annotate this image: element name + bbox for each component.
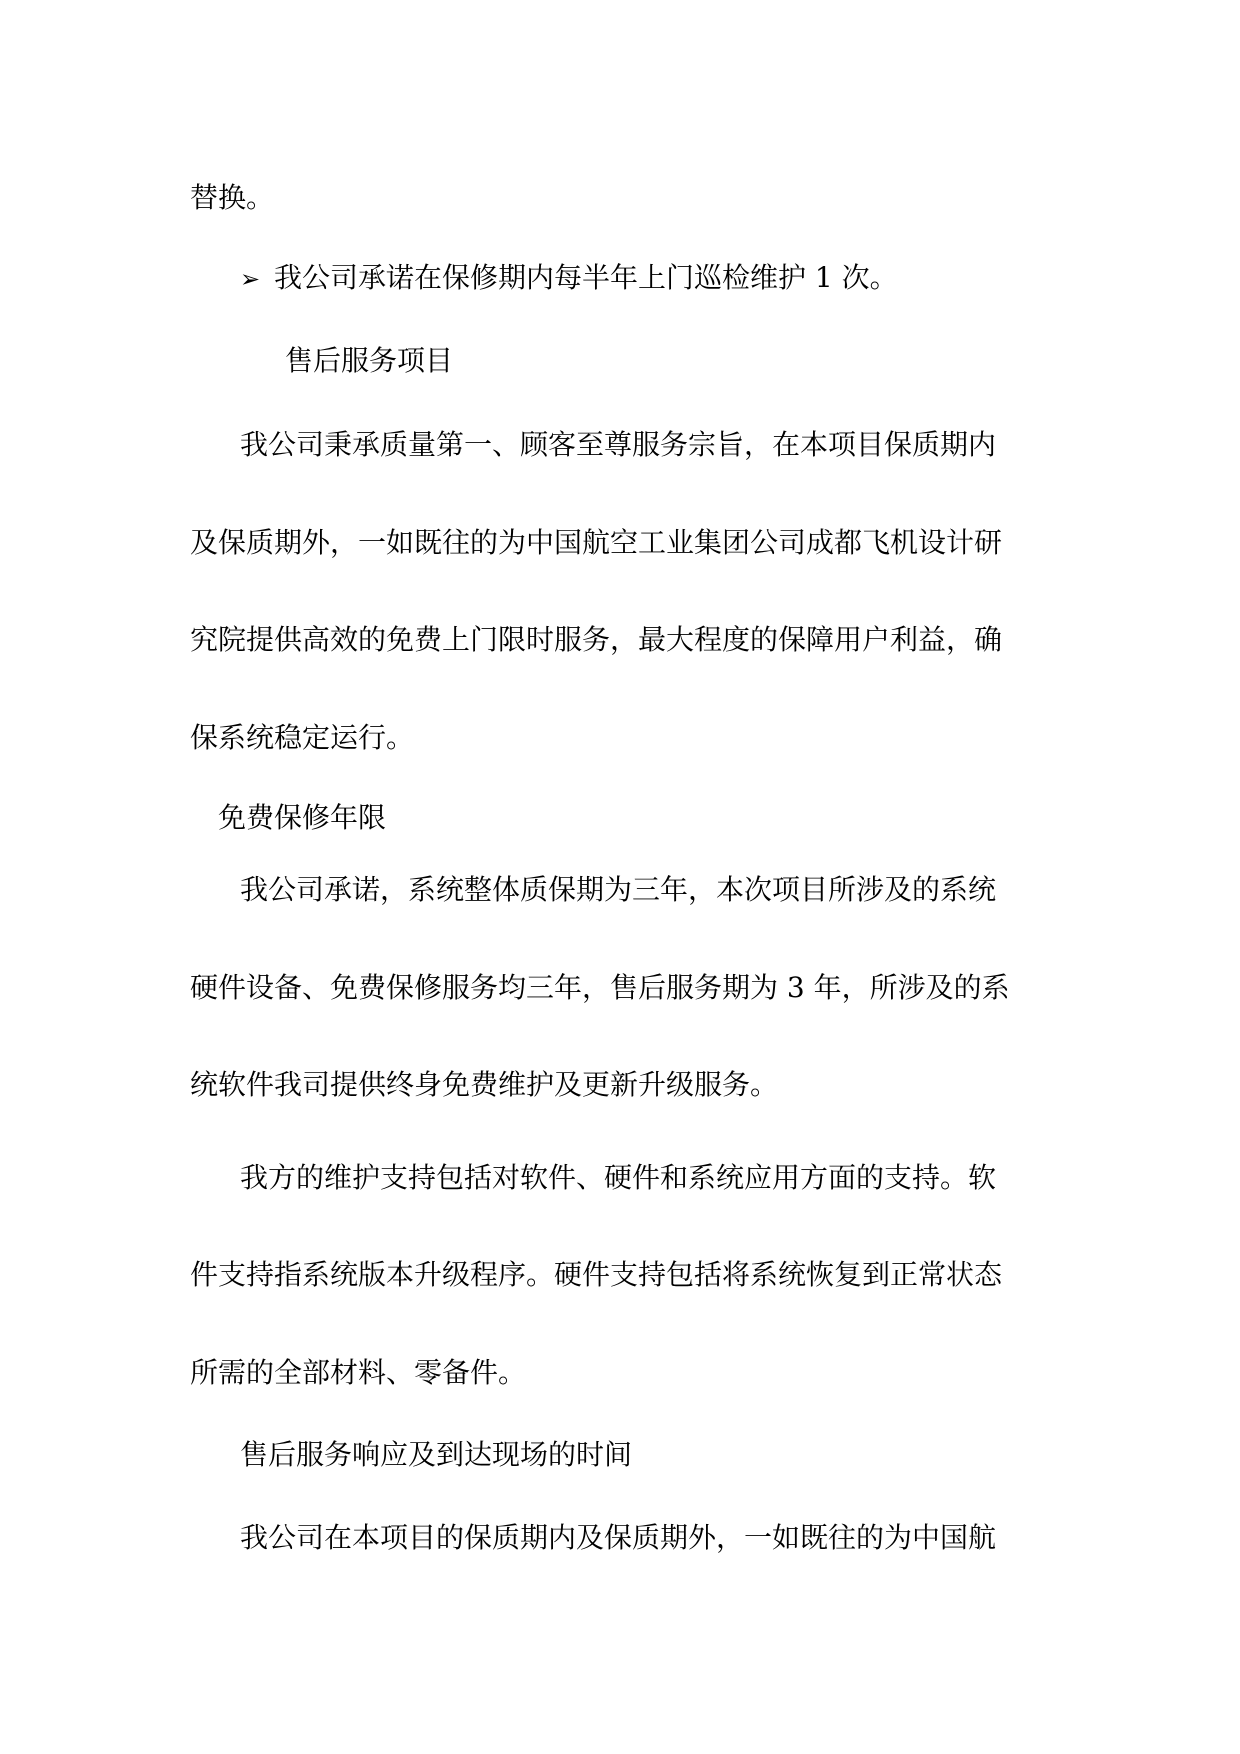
paragraph-line: 我方的维护支持包括对软件、硬件和系统应用方面的支持。软 xyxy=(240,1161,997,1194)
text-line: 替换。 xyxy=(190,181,275,214)
paragraph-line: 我公司秉承质量第一、顾客至尊服务宗旨，在本项目保质期内 xyxy=(240,428,997,461)
bullet-arrow-icon: ➢ xyxy=(240,265,261,293)
paragraph-line: 我公司承诺，系统整体质保期为三年，本次项目所涉及的系统 xyxy=(240,873,997,906)
paragraph-line: 保系统稳定运行。 xyxy=(190,721,415,754)
paragraph-line: 究院提供高效的免费上门限时服务，最大程度的保障用户利益，确 xyxy=(190,623,1003,656)
section-heading: 售后服务项目 xyxy=(285,344,454,377)
paragraph-line: 我公司在本项目的保质期内及保质期外，一如既往的为中国航 xyxy=(240,1521,997,1554)
bullet-item xyxy=(240,260,898,297)
bullet-text: 我公司承诺在保修期内每半年上门巡检维护 1 次。 xyxy=(274,261,898,294)
paragraph-line: 统软件我司提供终身免费维护及更新升级服务。 xyxy=(190,1068,779,1101)
paragraph-line: 硬件设备、免费保修服务均三年，售后服务期为 3 年，所涉及的系 xyxy=(190,971,1010,1004)
paragraph-line: 所需的全部材料、零备件。 xyxy=(190,1356,527,1389)
paragraph-line: 及保质期外，一如既往的为中国航空工业集团公司成都飞机设计研 xyxy=(190,526,1003,559)
section-heading: 售后服务响应及到达现场的时间 xyxy=(240,1438,633,1471)
paragraph-line: 件支持指系统版本升级程序。硬件支持包括将系统恢复到正常状态 xyxy=(190,1258,1003,1291)
section-heading: 免费保修年限 xyxy=(218,801,387,834)
